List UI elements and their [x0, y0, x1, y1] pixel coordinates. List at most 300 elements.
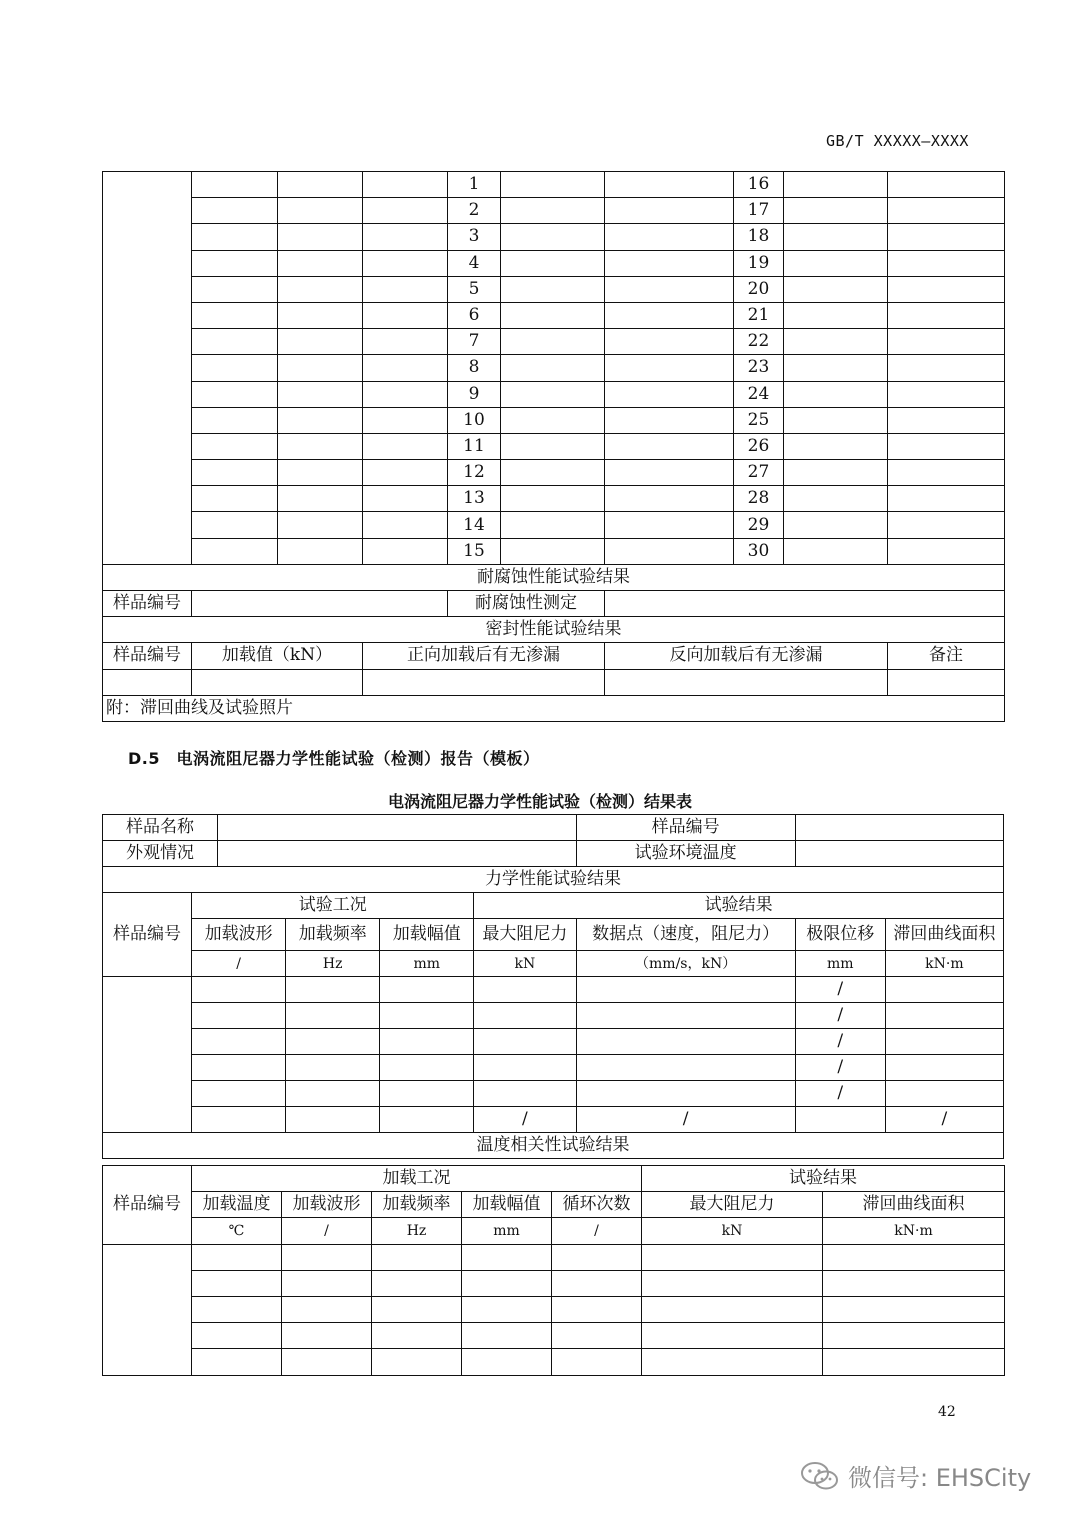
- data-cell: /: [795, 1029, 885, 1055]
- data-cell: [363, 433, 448, 459]
- data-cell: [278, 329, 363, 355]
- data-cell: [462, 1323, 552, 1349]
- data-cell: [888, 172, 1005, 198]
- data-cell: /: [795, 1081, 885, 1107]
- mech-row: [103, 1107, 1004, 1133]
- data-cell: [192, 538, 278, 564]
- data-cell: [501, 172, 605, 198]
- data-cell: [278, 276, 363, 302]
- mech-row: [103, 977, 1004, 1003]
- seal-cell: [888, 669, 1005, 695]
- data-cell: [192, 1270, 282, 1296]
- data-cell: [278, 486, 363, 512]
- corrosion-test-value: [605, 591, 1005, 617]
- attachment-note: 附：滞回曲线及试验照片: [103, 695, 1005, 721]
- data-cell: [380, 1107, 474, 1133]
- data-cell: [192, 276, 278, 302]
- sample-no-header: 样品编号: [103, 893, 192, 977]
- data-cell: [552, 1349, 642, 1375]
- data-cell: [474, 977, 576, 1003]
- seal-section-title: 密封性能试验结果: [103, 617, 1005, 643]
- data-cell: [576, 1003, 795, 1029]
- data-cell: [278, 302, 363, 328]
- data-cell: [372, 1349, 462, 1375]
- sample-name-label: 样品名称: [103, 815, 218, 841]
- data-cell: [501, 250, 605, 276]
- row-number-right: 19: [734, 250, 784, 276]
- data-cell: [501, 198, 605, 224]
- data-cell: [278, 355, 363, 381]
- mech-section-title: 力学性能试验结果: [103, 867, 1004, 893]
- load-wave-header: 加载波形: [192, 919, 286, 951]
- data-cell: [501, 381, 605, 407]
- data-cell: [823, 1296, 1005, 1322]
- data-cell: [888, 460, 1005, 486]
- mech-row: [103, 1029, 1004, 1055]
- temp-section-title: 温度相关性试验结果: [103, 1133, 1004, 1159]
- data-cell: [474, 1029, 576, 1055]
- sample-merged-cell: [103, 172, 192, 565]
- data-cell: [462, 1349, 552, 1375]
- hyst-area-header: 滞回曲线面积: [823, 1192, 1005, 1218]
- data-cell: [576, 1081, 795, 1107]
- data-cell: [192, 1003, 286, 1029]
- data-cell: [363, 381, 448, 407]
- data-cell: [552, 1296, 642, 1322]
- data-cell: [278, 538, 363, 564]
- data-cell: [642, 1244, 823, 1270]
- data-cell: [282, 1244, 372, 1270]
- data-cell: [605, 538, 734, 564]
- data-cell: [462, 1244, 552, 1270]
- data-cell: [192, 1029, 286, 1055]
- data-cell: [192, 355, 278, 381]
- data-cell: [501, 302, 605, 328]
- unit-cell: mm: [795, 951, 885, 977]
- load-freq-header: 加载频率: [372, 1192, 462, 1218]
- data-cell: [888, 329, 1005, 355]
- data-cell: [462, 1270, 552, 1296]
- data-cell: [363, 355, 448, 381]
- data-cell: [192, 977, 286, 1003]
- temp-row: [103, 1296, 1005, 1322]
- data-cell: [278, 250, 363, 276]
- temp-row: [103, 1349, 1005, 1375]
- data-cell: [885, 1003, 1003, 1029]
- data-cell: [605, 512, 734, 538]
- load-cond-header: 加载工况: [192, 1166, 642, 1192]
- row-number-left: 8: [448, 355, 501, 381]
- data-cell: [363, 250, 448, 276]
- row-number-left: 7: [448, 329, 501, 355]
- data-cell: [605, 250, 734, 276]
- unit-cell: mm: [462, 1218, 552, 1244]
- data-cell: [363, 224, 448, 250]
- data-cell: [888, 486, 1005, 512]
- data-cell: [380, 1081, 474, 1107]
- row-number-right: 28: [734, 486, 784, 512]
- data-cell: [784, 329, 888, 355]
- row-number-right: 29: [734, 512, 784, 538]
- mechanical-results-table: [102, 814, 1004, 1159]
- data-cell: [282, 1323, 372, 1349]
- row-number-right: 17: [734, 198, 784, 224]
- seal-cell: [363, 669, 605, 695]
- row-number-left: 2: [448, 198, 501, 224]
- data-cell: [888, 355, 1005, 381]
- data-cell: [192, 198, 278, 224]
- data-cell: [474, 1081, 576, 1107]
- data-cell: [372, 1296, 462, 1322]
- row-number-left: 5: [448, 276, 501, 302]
- data-cell: [363, 512, 448, 538]
- section-heading: D.5 电涡流阻尼器力学性能试验（检测）报告（模板）: [128, 749, 540, 768]
- data-cell: [192, 433, 278, 459]
- data-cell: [885, 1029, 1003, 1055]
- remarks-header: 备注: [888, 643, 1005, 669]
- env-temp-label: 试验环境温度: [576, 841, 795, 867]
- row-number-left: 6: [448, 302, 501, 328]
- torque-row: [103, 512, 1005, 538]
- data-cell: /: [795, 1003, 885, 1029]
- data-cell: [363, 172, 448, 198]
- data-cell: [286, 1003, 380, 1029]
- data-cell: [552, 1244, 642, 1270]
- data-cell: [192, 1244, 282, 1270]
- data-cell: [474, 1003, 576, 1029]
- page-number: 42: [938, 1404, 956, 1420]
- row-number-right: 22: [734, 329, 784, 355]
- mech-row: [103, 1081, 1004, 1107]
- data-cell: [462, 1296, 552, 1322]
- data-cell: [192, 329, 278, 355]
- data-cell: [278, 460, 363, 486]
- hyst-area-header: 滞回曲线面积: [885, 919, 1003, 951]
- data-cell: [501, 538, 605, 564]
- row-number-left: 9: [448, 381, 501, 407]
- data-cell: [192, 460, 278, 486]
- data-cell: [192, 1296, 282, 1322]
- data-cell: [552, 1270, 642, 1296]
- load-amp-header: 加载幅值: [380, 919, 474, 951]
- data-cell: [278, 172, 363, 198]
- data-cell: [192, 250, 278, 276]
- data-cell: [286, 1029, 380, 1055]
- data-cell: [784, 198, 888, 224]
- data-cell: [192, 407, 278, 433]
- conditions-header: 试验工况: [192, 893, 474, 919]
- data-cell: [605, 433, 734, 459]
- torque-row: [103, 250, 1005, 276]
- data-cell: [501, 486, 605, 512]
- data-cell: [380, 1055, 474, 1081]
- seal-cell: [103, 669, 192, 695]
- data-cell: [823, 1270, 1005, 1296]
- data-cell: [784, 276, 888, 302]
- row-number-left: 1: [448, 172, 501, 198]
- data-cell: [888, 198, 1005, 224]
- torque-data-table: [102, 171, 1005, 722]
- data-cell: /: [795, 1055, 885, 1081]
- torque-row: [103, 460, 1005, 486]
- data-cell: [885, 977, 1003, 1003]
- unit-cell: /: [552, 1218, 642, 1244]
- data-cell: [278, 224, 363, 250]
- data-points-header: 数据点（速度，阻尼力）: [576, 919, 795, 951]
- row-number-right: 24: [734, 381, 784, 407]
- unit-cell: ℃: [192, 1218, 282, 1244]
- data-cell: /: [576, 1107, 795, 1133]
- data-cell: [784, 538, 888, 564]
- data-cell: [501, 512, 605, 538]
- unit-cell: kN: [474, 951, 576, 977]
- watermark: [800, 1458, 1031, 1493]
- data-cell: [192, 172, 278, 198]
- unit-cell: Hz: [286, 951, 380, 977]
- row-number-right: 16: [734, 172, 784, 198]
- row-number-left: 10: [448, 407, 501, 433]
- unit-cell: mm: [380, 951, 474, 977]
- data-cell: [888, 381, 1005, 407]
- data-cell: [552, 1323, 642, 1349]
- load-value-header: 加载值（kN）: [192, 643, 363, 669]
- data-cell: [192, 302, 278, 328]
- data-cell: [363, 538, 448, 564]
- data-cell: [888, 512, 1005, 538]
- data-cell: [642, 1323, 823, 1349]
- row-number-left: 14: [448, 512, 501, 538]
- data-cell: [605, 198, 734, 224]
- data-cell: [784, 407, 888, 433]
- corrosion-test-label: 耐腐蚀性测定: [448, 591, 605, 617]
- load-freq-header: 加载频率: [286, 919, 380, 951]
- data-cell: [192, 1055, 286, 1081]
- data-cell: [501, 329, 605, 355]
- row-number-right: 20: [734, 276, 784, 302]
- data-cell: [642, 1296, 823, 1322]
- wechat-icon: [800, 1461, 840, 1491]
- data-cell: [474, 1055, 576, 1081]
- data-cell: [278, 512, 363, 538]
- data-cell: [888, 250, 1005, 276]
- row-number-left: 13: [448, 486, 501, 512]
- data-cell: [363, 486, 448, 512]
- data-cell: [823, 1244, 1005, 1270]
- row-number-right: 25: [734, 407, 784, 433]
- data-cell: [363, 329, 448, 355]
- data-cell: [278, 433, 363, 459]
- row-number-left: 15: [448, 538, 501, 564]
- unit-cell: /: [192, 951, 286, 977]
- torque-row: [103, 486, 1005, 512]
- data-cell: [576, 1029, 795, 1055]
- temperature-results-table: [102, 1165, 1005, 1376]
- data-cell: [363, 407, 448, 433]
- data-cell: [888, 224, 1005, 250]
- sample-no-label: 样品编号: [103, 591, 192, 617]
- cycles-header: 循环次数: [552, 1192, 642, 1218]
- torque-row: [103, 224, 1005, 250]
- data-cell: [372, 1323, 462, 1349]
- data-cell: [380, 1003, 474, 1029]
- reverse-leak-header: 反向加载后有无渗漏: [605, 643, 888, 669]
- data-cell: [605, 329, 734, 355]
- load-amp-header: 加载幅值: [462, 1192, 552, 1218]
- appearance-label: 外观情况: [103, 841, 218, 867]
- watermark-text: 微信号: EHSCity: [848, 1464, 1032, 1492]
- data-cell: [286, 1081, 380, 1107]
- sample-no-value: [192, 591, 448, 617]
- torque-row: [103, 407, 1005, 433]
- row-number-right: 23: [734, 355, 784, 381]
- data-cell: [372, 1244, 462, 1270]
- env-temp-value: [795, 841, 1003, 867]
- data-cell: [278, 381, 363, 407]
- sample-name-value: [218, 815, 576, 841]
- data-cell: [380, 977, 474, 1003]
- results-header: 试验结果: [474, 893, 1004, 919]
- data-cell: [784, 486, 888, 512]
- torque-row: [103, 355, 1005, 381]
- seal-cell: [192, 669, 363, 695]
- row-number-right: 21: [734, 302, 784, 328]
- data-cell: [888, 433, 1005, 459]
- data-cell: [784, 512, 888, 538]
- max-force-header: 最大阻尼力: [474, 919, 576, 951]
- data-cell: [605, 172, 734, 198]
- data-cell: [605, 486, 734, 512]
- data-cell: [784, 355, 888, 381]
- data-cell: [605, 460, 734, 486]
- torque-row: [103, 302, 1005, 328]
- row-number-left: 3: [448, 224, 501, 250]
- data-cell: [885, 1055, 1003, 1081]
- torque-row: [103, 198, 1005, 224]
- sample-merged-cell: [103, 1244, 192, 1375]
- data-cell: [372, 1270, 462, 1296]
- standard-number: GB/T XXXXX—XXXX: [826, 132, 969, 150]
- data-cell: [823, 1349, 1005, 1375]
- data-cell: [885, 1081, 1003, 1107]
- row-number-right: 27: [734, 460, 784, 486]
- torque-row: [103, 329, 1005, 355]
- data-cell: [192, 1323, 282, 1349]
- torque-row: [103, 276, 1005, 302]
- data-cell: [282, 1270, 372, 1296]
- corrosion-section-title: 耐腐蚀性能试验结果: [103, 564, 1005, 590]
- data-cell: [282, 1296, 372, 1322]
- appearance-value: [218, 841, 576, 867]
- load-wave-header: 加载波形: [282, 1192, 372, 1218]
- data-cell: [380, 1029, 474, 1055]
- data-cell: [642, 1349, 823, 1375]
- data-cell: [192, 1349, 282, 1375]
- data-cell: [278, 198, 363, 224]
- row-number-left: 12: [448, 460, 501, 486]
- data-cell: [501, 355, 605, 381]
- data-cell: [192, 224, 278, 250]
- torque-row: [103, 172, 1005, 198]
- data-cell: [605, 407, 734, 433]
- data-cell: [286, 1107, 380, 1133]
- data-cell: [795, 1107, 885, 1133]
- unit-cell: kN·m: [885, 951, 1003, 977]
- max-force-header: 最大阻尼力: [642, 1192, 823, 1218]
- data-cell: [192, 486, 278, 512]
- seal-sample-no-header: 样品编号: [103, 643, 192, 669]
- data-cell: [192, 1081, 286, 1107]
- data-cell: [888, 407, 1005, 433]
- data-cell: [278, 407, 363, 433]
- data-cell: [363, 302, 448, 328]
- sample-no-value: [795, 815, 1003, 841]
- data-cell: [642, 1270, 823, 1296]
- seal-cell: [605, 669, 888, 695]
- table-title: 电涡流阻尼器力学性能试验（检测）结果表: [387, 792, 692, 811]
- data-cell: [888, 302, 1005, 328]
- data-cell: [605, 224, 734, 250]
- data-cell: [501, 460, 605, 486]
- row-number-left: 11: [448, 433, 501, 459]
- data-cell: [784, 172, 888, 198]
- data-cell: [501, 407, 605, 433]
- data-cell: [576, 1055, 795, 1081]
- data-cell: [282, 1349, 372, 1375]
- data-cell: [784, 433, 888, 459]
- row-number-left: 4: [448, 250, 501, 276]
- unit-cell: kN: [642, 1218, 823, 1244]
- data-cell: [363, 276, 448, 302]
- data-cell: [576, 977, 795, 1003]
- temp-row: [103, 1270, 1005, 1296]
- unit-cell: Hz: [372, 1218, 462, 1244]
- sample-merged-cell: [103, 977, 192, 1133]
- sample-no-header: 样品编号: [103, 1166, 192, 1245]
- data-cell: /: [885, 1107, 1003, 1133]
- load-temp-header: 加载温度: [192, 1192, 282, 1218]
- data-cell: [784, 250, 888, 276]
- torque-row: [103, 433, 1005, 459]
- data-cell: [192, 512, 278, 538]
- data-cell: [784, 224, 888, 250]
- sample-no-label: 样品编号: [576, 815, 795, 841]
- data-cell: [784, 460, 888, 486]
- data-cell: [192, 1107, 286, 1133]
- data-cell: [605, 355, 734, 381]
- temp-row: [103, 1323, 1005, 1349]
- mech-row: [103, 1055, 1004, 1081]
- unit-cell: kN·m: [823, 1218, 1005, 1244]
- row-number-right: 30: [734, 538, 784, 564]
- limit-disp-header: 极限位移: [795, 919, 885, 951]
- mech-row: [103, 1003, 1004, 1029]
- results-header: 试验结果: [642, 1166, 1005, 1192]
- data-cell: [363, 460, 448, 486]
- data-cell: [823, 1323, 1005, 1349]
- unit-cell: （mm/s，kN）: [576, 951, 795, 977]
- data-cell: [286, 977, 380, 1003]
- data-cell: [784, 381, 888, 407]
- row-number-right: 18: [734, 224, 784, 250]
- row-number-right: 26: [734, 433, 784, 459]
- data-cell: [605, 302, 734, 328]
- data-cell: [501, 433, 605, 459]
- data-cell: [501, 224, 605, 250]
- unit-cell: /: [282, 1218, 372, 1244]
- data-cell: [888, 276, 1005, 302]
- forward-leak-header: 正向加载后有无渗漏: [363, 643, 605, 669]
- data-cell: [192, 381, 278, 407]
